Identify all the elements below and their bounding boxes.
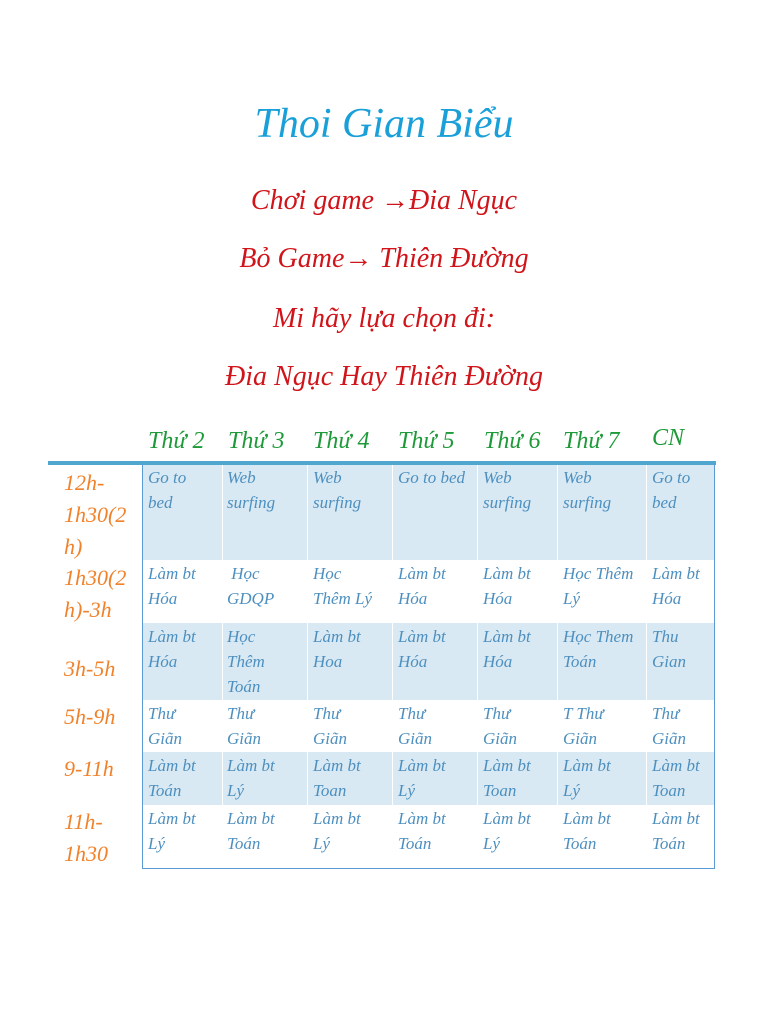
time-slot-line: 9-11h <box>64 756 114 781</box>
schedule-cell <box>483 465 531 515</box>
cell-line: Học <box>313 564 342 583</box>
cell-line: Hóa <box>398 589 428 608</box>
schedule-cell <box>563 561 633 611</box>
cell-line: Toán <box>227 677 261 696</box>
day-header: Thứ 2 <box>148 428 205 454</box>
cell-line: Hóa <box>148 589 178 608</box>
time-slot <box>64 753 114 785</box>
cell-line: Web <box>483 468 512 487</box>
cell-line: Làm bt <box>563 809 611 828</box>
schedule-cell <box>563 753 611 803</box>
cell-line: Toan <box>483 781 517 800</box>
cell-line: Hóa <box>398 652 428 671</box>
schedule-cell <box>313 701 347 751</box>
schedule-cell <box>563 701 604 751</box>
schedule-cell <box>227 701 261 751</box>
cell-line: Lý <box>313 834 330 853</box>
schedule-cell <box>398 806 446 856</box>
cell-line: Lý <box>483 834 500 853</box>
schedule-cell <box>652 753 700 803</box>
cell-line: Lý <box>563 781 580 800</box>
cell-line: Học <box>227 627 256 646</box>
cell-line: Làm bt <box>483 627 531 646</box>
schedule-cell <box>652 806 700 856</box>
cell-line: Làm bt <box>652 756 700 775</box>
time-slot <box>64 806 108 870</box>
cell-line: Go to <box>148 468 187 487</box>
day-header: Thứ 6 <box>484 428 541 454</box>
schedule-cell <box>227 806 275 856</box>
cell-line: Lý <box>148 834 165 853</box>
page-title: Thoi Gian Biểu <box>254 101 514 147</box>
schedule-cell <box>148 624 196 674</box>
schedule-cell <box>148 806 196 856</box>
cell-line: Web <box>313 468 342 487</box>
line-3: Mi hãy lựa chọn đi: <box>272 303 496 334</box>
schedule-cell <box>148 465 186 515</box>
cell-line: Thư <box>398 704 426 723</box>
cell-line: Làm bt <box>398 627 446 646</box>
cell-line: Làm bt <box>652 564 700 583</box>
cell-line: Go to <box>652 468 691 487</box>
time-slot-line: 11h- <box>64 809 103 834</box>
cell-line: Web <box>227 468 256 487</box>
cell-line: Thư <box>313 704 341 723</box>
schedule-cell <box>227 753 275 803</box>
day-header: Thứ 5 <box>398 428 455 454</box>
time-slot <box>64 653 115 685</box>
time-slot-line: 1h30(2 <box>64 502 127 527</box>
schedule-cell <box>313 624 361 674</box>
cell-line: surfing <box>227 493 276 512</box>
cell-line: Thư <box>652 704 680 723</box>
cell-line: Làm bt <box>148 627 196 646</box>
day-header: Thứ 3 <box>228 428 285 454</box>
cell-line: Toán <box>227 834 261 853</box>
schedule-cell <box>398 701 432 751</box>
time-slot-line: h) <box>64 534 83 559</box>
cell-line: Làm bt <box>483 756 531 775</box>
cell-line: Toán <box>398 834 432 853</box>
schedule-cell <box>313 561 372 611</box>
cell-line: Làm bt <box>398 564 446 583</box>
schedule-cell <box>227 624 265 699</box>
schedule-cell <box>483 624 531 674</box>
schedule-cell <box>148 561 196 611</box>
cell-line: Thêm Lý <box>313 589 373 608</box>
cell-line: Hóa <box>483 589 513 608</box>
day-header: Thứ 7 <box>563 428 620 454</box>
cell-line: Lý <box>227 781 244 800</box>
line-4: Đia Ngục Hay Thiên Đường <box>225 361 543 392</box>
cell-line: Thêm <box>227 652 265 671</box>
schedule-cell <box>398 624 446 674</box>
cell-line: Web <box>563 468 592 487</box>
time-slot-line: 1h30(2 <box>64 565 127 590</box>
day-header: CN <box>652 425 685 451</box>
day-header: Thứ 4 <box>313 428 370 454</box>
schedule-cell <box>227 465 275 515</box>
cell-line: bed <box>652 493 677 512</box>
schedule-cell <box>313 465 361 515</box>
schedule-cell <box>483 753 531 803</box>
cell-line: Toán <box>563 652 597 671</box>
schedule-cell <box>563 465 611 515</box>
time-slot-line: 12h- <box>64 470 105 495</box>
schedule-cell <box>563 624 633 674</box>
cell-line: Làm bt <box>398 756 446 775</box>
cell-line: Làm bt <box>652 809 700 828</box>
time-slot-line: h)-3h <box>64 597 112 622</box>
cell-line: Gian <box>652 652 686 671</box>
cell-line: Giãn <box>227 729 261 748</box>
cell-line: Làm bt <box>563 756 611 775</box>
cell-line: Giãn <box>398 729 432 748</box>
cell-line: Thu <box>652 627 679 646</box>
cell-line: Làm bt <box>313 809 361 828</box>
schedule-cell <box>652 701 686 751</box>
cell-line: Học <box>227 564 260 583</box>
cell-line: T Thư <box>563 704 604 723</box>
schedule-cell <box>563 806 611 856</box>
cell-line: Làm bt <box>313 756 361 775</box>
cell-line: Thư <box>483 704 511 723</box>
schedule-cell <box>483 701 517 751</box>
cell-line: Go to bed <box>398 468 466 487</box>
time-slot-line: 5h-9h <box>64 704 116 729</box>
cell-line: Giãn <box>563 729 597 748</box>
schedule-cell <box>398 561 446 611</box>
cell-line: Làm bt <box>148 809 196 828</box>
cell-line: Toan <box>652 781 686 800</box>
cell-line: Học Thêm <box>563 564 634 583</box>
cell-line: surfing <box>313 493 362 512</box>
line-2: Bỏ Game→ Thiên Đường <box>239 243 529 274</box>
cell-line: Lý <box>563 589 580 608</box>
schedule-cell <box>227 561 274 611</box>
schedule-cell <box>148 753 196 803</box>
cell-line: Toán <box>563 834 597 853</box>
schedule-cell <box>483 806 531 856</box>
line-1: Chơi game →Đia Ngục <box>250 185 518 216</box>
schedule-cell <box>398 465 465 490</box>
cell-line: Lý <box>398 781 415 800</box>
cell-line: Hoa <box>313 652 343 671</box>
schedule-cell <box>652 624 686 674</box>
cell-line: Làm bt <box>398 809 446 828</box>
cell-line: Học Them <box>563 627 634 646</box>
cell-line: Làm bt <box>227 756 275 775</box>
time-slot-line: 3h-5h <box>64 656 116 681</box>
time-slot <box>64 467 126 563</box>
schedule-cell <box>652 561 700 611</box>
cell-line: Giãn <box>148 729 182 748</box>
cell-line: Làm bt <box>148 564 196 583</box>
cell-line: Hóa <box>148 652 178 671</box>
schedule-cell <box>483 561 531 611</box>
cell-line: Giãn <box>313 729 347 748</box>
cell-line: surfing <box>483 493 532 512</box>
schedule-cell <box>313 753 361 803</box>
schedule-cell <box>148 701 182 751</box>
cell-line: Thư <box>227 704 255 723</box>
schedule-cell <box>313 806 361 856</box>
time-slot <box>64 562 126 626</box>
cell-line: Làm bt <box>148 756 196 775</box>
cell-line: Toán <box>148 781 182 800</box>
cell-line: Làm bt <box>483 809 531 828</box>
cell-line: Thư <box>148 704 176 723</box>
cell-line: Hóa <box>483 652 513 671</box>
cell-line: Giãn <box>483 729 517 748</box>
cell-line: Toan <box>313 781 347 800</box>
cell-line: Làm bt <box>227 809 275 828</box>
cell-line: Hóa <box>652 589 682 608</box>
time-slot <box>64 701 115 733</box>
cell-line: Giãn <box>652 729 686 748</box>
cell-line: Toán <box>652 834 686 853</box>
cell-line: Làm bt <box>313 627 361 646</box>
schedule-cell <box>652 465 690 515</box>
cell-line: GDQP <box>227 589 275 608</box>
cell-line: surfing <box>563 493 612 512</box>
cell-line: Làm bt <box>483 564 531 583</box>
schedule-cell <box>398 753 446 803</box>
cell-line: bed <box>148 493 173 512</box>
time-slot-line: 1h30 <box>64 841 108 866</box>
